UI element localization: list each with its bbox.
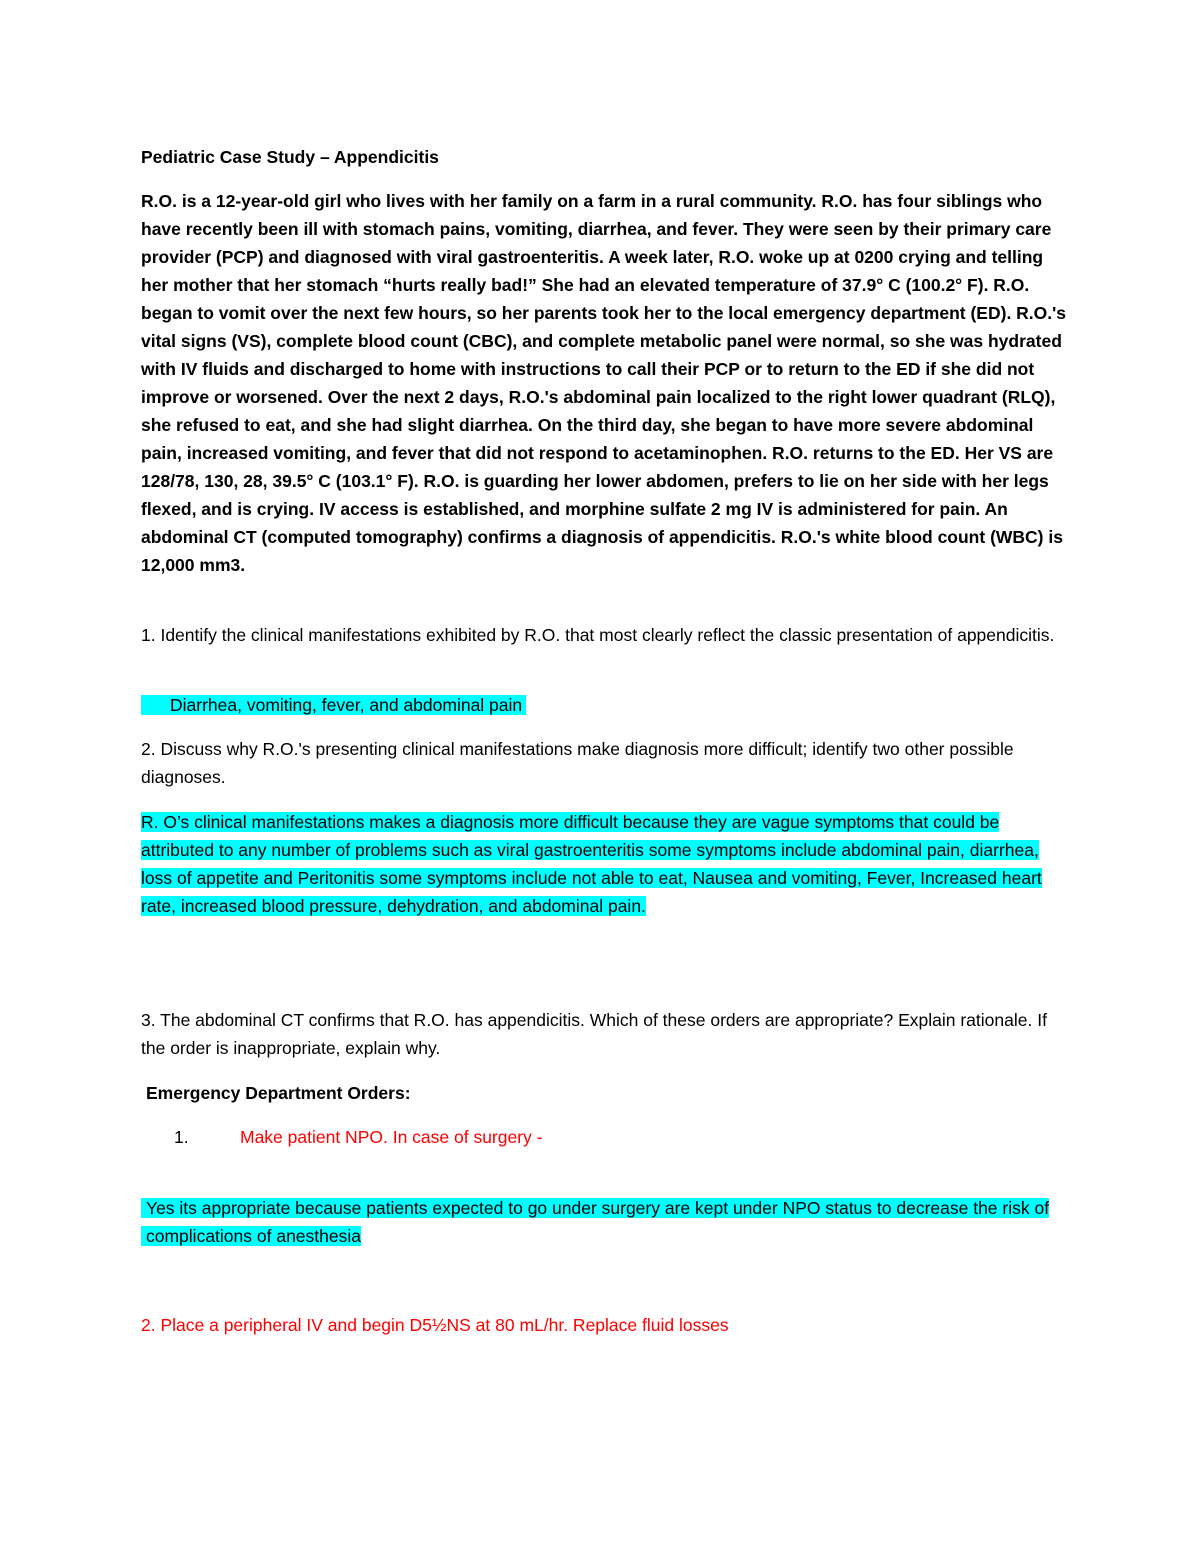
question-3: 3. The abdominal CT confirms that R.O. has appendicitis. Which of these orders are appropriate? Explain rationale. If the order is inappropriate, explain why. [141,1010,1047,1058]
answer-2 [141,808,1071,920]
document-title: Pediatric Case Study – Appendicitis [141,147,439,167]
orders-heading: Emergency Department Orders: [146,1083,411,1103]
answer-1 [141,691,1071,719]
case-description: R.O. is a 12-year-old girl who lives with her family on a farm in a rural community. R.O. has four siblings who have recently been ill with stomach pains, vomiting, diarrhea, and fever. They were seen by their primary care provider (PCP) and diagnosed with viral gastroenteritis. A week later, R.O. woke up at 0200 crying and telling her mother that her stomach “hurts really bad!” She had an elevated temperature of 37.9° C (100.2° F). R.O. began to vomit over the next few hours, so her parents took her to the local emergency department (ED). R.O.'s vital signs (VS), complete blood count (CBC), and complete metabolic panel were normal, so she was hydrated with IV fluids and discharged to home with instructions to call their PCP or to return to the ED if she did not improve or worsened. Over the next 2 days, R.O.'s abdominal pain localized to the right lower quadrant (RLQ), she refused to eat, and she had slight diarrhea. On the third day, she began to have more severe abdominal pain, increased vomiting, and fever that did not respond to acetaminophen. R.O. returns to the ED. Her VS are 128/78, 130, 28, 39.5° C (103.1° F). R.O. is guarding her lower abdomen, prefers to lie on her side with her legs flexed, and is crying. IV access is established, and morphine sulfate 2 mg IV is administered for pain. An abdominal CT (computed tomography) confirms a diagnosis of appendicitis. R.O.'s white blood count (WBC) is 12,000 mm3. [141,191,1067,575]
order-1 [174,1123,1054,1151]
order-1-text: Make patient NPO. In case of surgery - [240,1127,543,1147]
question-1: 1. Identify the clinical manifestations exhibited by R.O. that most clearly reflect the classic presentation of appendicitis. [141,625,1055,645]
answer-1-highlight: Diarrhea, vomiting, fever, and abdominal pain [141,695,526,715]
order-2: 2. Place a peripheral IV and begin D5½NS at 80 mL/hr. Replace fluid losses [141,1315,729,1335]
order-1-answer [141,1194,1071,1250]
order-1-answer-highlight: Yes its appropriate because patients expected to go under surgery are kept under NPO status to decrease the risk of complications of anesthesia [141,1198,1049,1246]
answer-2-highlight: R. O’s clinical manifestations makes a diagnosis more difficult because they are vague symptoms that could be attributed to any number of problems such as viral gastroenteritis some symptoms include abdominal pain, diarrhea, loss of appetite and Peritonitis some symptoms include not able to eat, Nausea and vomiting, Fever, Increased heart rate, increased blood pressure, dehydration, and abdominal pain. [141,812,1042,916]
question-2: 2. Discuss why R.O.'s presenting clinical manifestations make diagnosis more difficult; identify two other possible diagnoses. [141,739,1014,787]
order-1-number: 1. [174,1127,189,1147]
